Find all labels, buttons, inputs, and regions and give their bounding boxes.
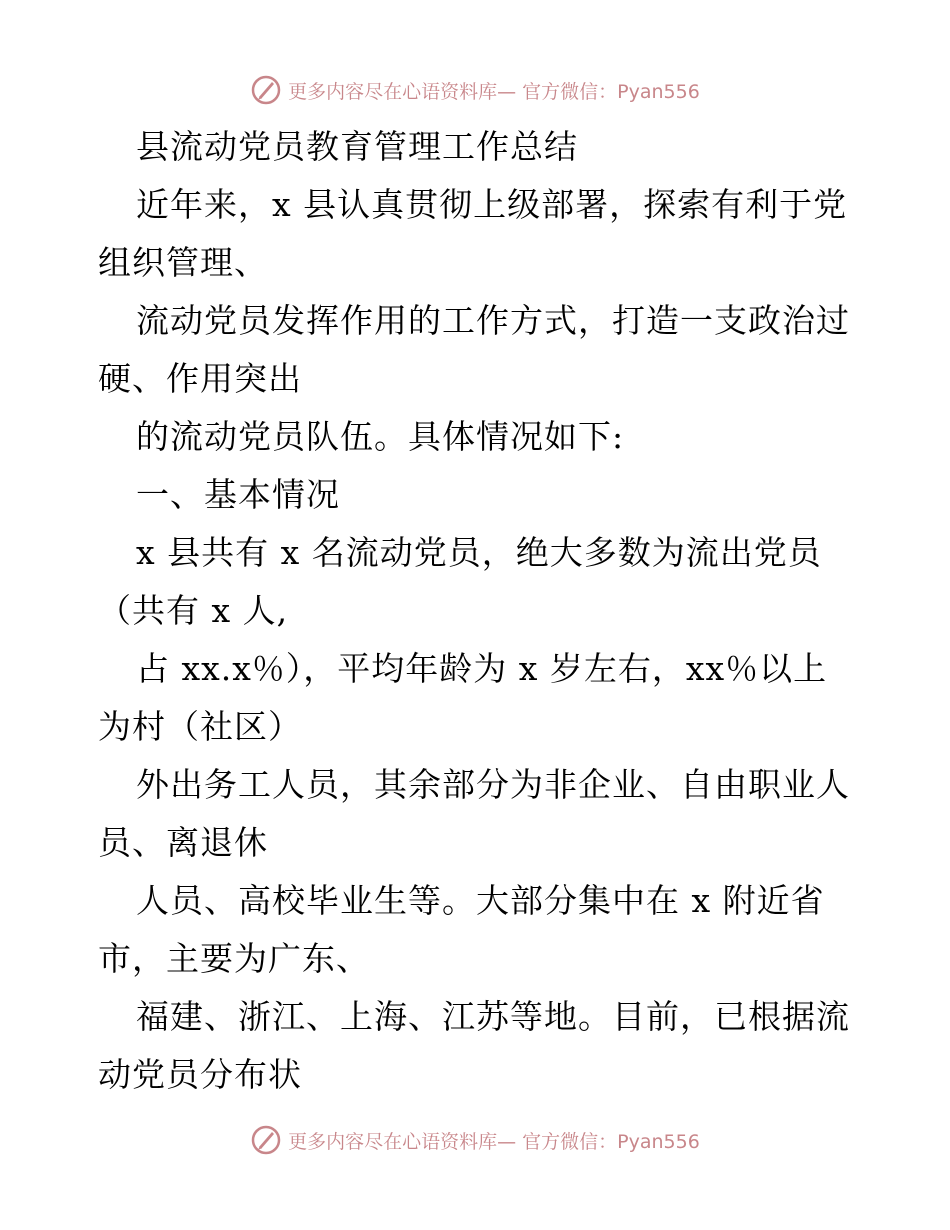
text-line: 市，主要为广东、 bbox=[98, 939, 370, 978]
quill-logo-icon bbox=[250, 74, 282, 106]
text-line: 近年来，x 县认真贯彻上级部署，探索有利于党 bbox=[136, 185, 848, 224]
header-banner-text: 更多内容尽在心语资料库— bbox=[288, 80, 517, 103]
text-line: 为村（社区） bbox=[98, 707, 302, 746]
text-line: （共有 x 人, bbox=[98, 591, 289, 630]
header-watermark bbox=[250, 74, 700, 106]
footer-watermark bbox=[250, 1124, 700, 1156]
text-line: 硬、作用突出 bbox=[98, 359, 302, 398]
footer-contact-text: 官方微信：Pyan556 bbox=[522, 1130, 700, 1153]
section-heading: 一、基本情况 bbox=[136, 475, 340, 514]
text-line: 占 xx.x％），平均年龄为 x 岁左右，xx％以上 bbox=[136, 649, 828, 688]
footer-watermark-banner bbox=[0, 1120, 950, 1160]
text-line: x 县共有 x 名流动党员，绝大多数为流出党员 bbox=[136, 533, 822, 572]
footer-banner-text: 更多内容尽在心语资料库— bbox=[288, 1130, 517, 1153]
header-contact-text: 官方微信：Pyan556 bbox=[522, 80, 700, 103]
quill-logo-icon bbox=[250, 1124, 282, 1156]
text-line: 外出务工人员，其余部分为非企业、自由职业人 bbox=[136, 765, 850, 804]
document-title: 县流动党员教育管理工作总结 bbox=[136, 127, 578, 166]
text-line: 福建、浙江、上海、江苏等地。目前，已根据流 bbox=[136, 997, 850, 1036]
header-watermark-banner bbox=[0, 70, 950, 110]
text-line: 流动党员发挥作用的工作方式，打造一支政治过 bbox=[136, 301, 850, 340]
text-line: 动党员分布状 bbox=[98, 1055, 302, 1094]
document-body bbox=[98, 118, 858, 1104]
text-line: 人员、高校毕业生等。大部分集中在 x 附近省 bbox=[136, 881, 825, 920]
text-line: 组织管理、 bbox=[98, 243, 268, 282]
text-line: 员、离退休 bbox=[98, 823, 268, 862]
text-line: 的流动党员队伍。具体情况如下: bbox=[136, 417, 625, 456]
